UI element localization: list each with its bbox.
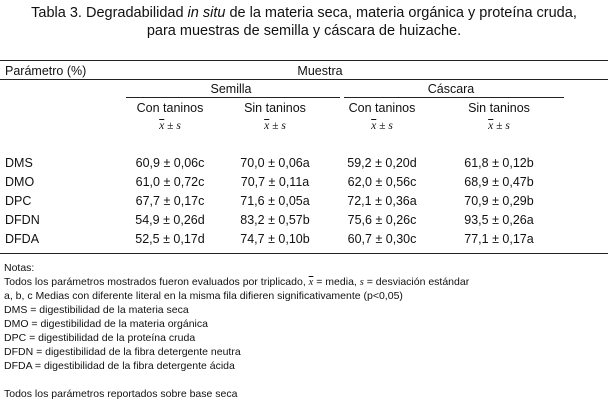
cell-value: 70,7 ± 0,11a bbox=[240, 175, 310, 189]
header-col-4: Sin taninos bbox=[468, 101, 530, 115]
cell-value: 60,7 ± 0,30c bbox=[347, 232, 417, 246]
title-line-2: para muestras de semilla y cáscara de huizache. bbox=[146, 23, 462, 39]
title-line-1 bbox=[0, 4, 608, 22]
row-param: DFDA bbox=[5, 232, 40, 246]
cell-value: 70,9 ± 0,29b bbox=[464, 194, 534, 208]
semilla-subrule bbox=[126, 97, 340, 98]
cell-value: 72,1 ± 0,36a bbox=[347, 194, 417, 208]
cell-value: 71,6 ± 0,05a bbox=[240, 194, 310, 208]
notes-line: DPC = digestibilidad de la proteína cruda bbox=[4, 332, 196, 344]
cascara-subrule bbox=[344, 97, 564, 98]
notes-line: DFDA = digestibilidad de la fibra detergente ácida bbox=[4, 360, 235, 372]
notes-line: DMS = digestibilidad de la materia seca bbox=[4, 304, 189, 316]
notes-triplicado: Todos los parámetros mostrados fueron evaluados por triplicado, $\overline{x}$ = media, s = desviación estándar bbox=[4, 276, 470, 288]
bottom-rule bbox=[0, 253, 608, 254]
stat-label-3: $\overline{x} \pm s$ bbox=[371, 120, 393, 132]
row-param: DMO bbox=[5, 175, 35, 189]
cell-value: 67,7 ± 0,17c bbox=[135, 194, 205, 208]
cell-value: 62,0 ± 0,56c bbox=[347, 175, 417, 189]
row-param: DPC bbox=[5, 194, 32, 208]
header-parametro: Parámetro (%) bbox=[5, 64, 87, 78]
header-muestra: Muestra bbox=[297, 64, 343, 78]
cell-value: 77,1 ± 0,17a bbox=[464, 232, 534, 246]
notes-line: DFDN = digestibilidad de la fibra detergente neutra bbox=[4, 346, 241, 358]
header-col-1: Con taninos bbox=[136, 101, 204, 115]
cell-value: 60,9 ± 0,06c bbox=[135, 156, 205, 170]
title-italic: in situ bbox=[187, 5, 226, 21]
cell-value: 54,9 ± 0,26d bbox=[135, 213, 205, 227]
header-group-cascara: Cáscara bbox=[427, 82, 475, 96]
header-col-2: Sin taninos bbox=[244, 101, 306, 115]
top-rule bbox=[0, 60, 608, 61]
cell-value: 74,7 ± 0,10b bbox=[240, 232, 310, 246]
cell-value: 83,2 ± 0,57b bbox=[240, 213, 310, 227]
header-col-3: Con taninos bbox=[348, 101, 416, 115]
header-rule bbox=[0, 79, 608, 80]
stat-label-4: $\overline{x} \pm s$ bbox=[488, 120, 510, 132]
cell-value: 59,2 ± 0,20d bbox=[347, 156, 417, 170]
stat-label-2: $\overline{x} \pm s$ bbox=[264, 120, 286, 132]
notes-footer: Todos los parámetros reportados sobre base seca bbox=[4, 388, 238, 400]
cell-value: 61,0 ± 0,72c bbox=[135, 175, 205, 189]
cell-value: 52,5 ± 0,17d bbox=[135, 232, 205, 246]
title-prefix: Tabla 3. Degradabilidad bbox=[31, 5, 188, 21]
cell-value: 93,5 ± 0,26a bbox=[464, 213, 534, 227]
row-param: DMS bbox=[5, 156, 33, 170]
stat-label-1: $\overline{x} \pm s$ bbox=[159, 120, 181, 132]
cell-value: 61,8 ± 0,12b bbox=[464, 156, 534, 170]
notes-line: DMO = digestibilidad de la materia orgánica bbox=[4, 318, 208, 330]
table-title bbox=[0, 4, 608, 40]
header-group-semilla: Semilla bbox=[210, 82, 252, 96]
row-param: DFDN bbox=[5, 213, 40, 227]
notes-line: a, b, c Medias con diferente literal en la misma fila difieren significativamente (p<0,05) bbox=[4, 290, 403, 302]
notes-heading: Notas: bbox=[4, 262, 35, 274]
title-suffix: de la materia seca, materia orgánica y proteína cruda, bbox=[225, 5, 577, 21]
cell-value: 75,6 ± 0,26c bbox=[347, 213, 417, 227]
cell-value: 70,0 ± 0,06a bbox=[240, 156, 310, 170]
cell-value: 68,9 ± 0,47b bbox=[464, 175, 534, 189]
